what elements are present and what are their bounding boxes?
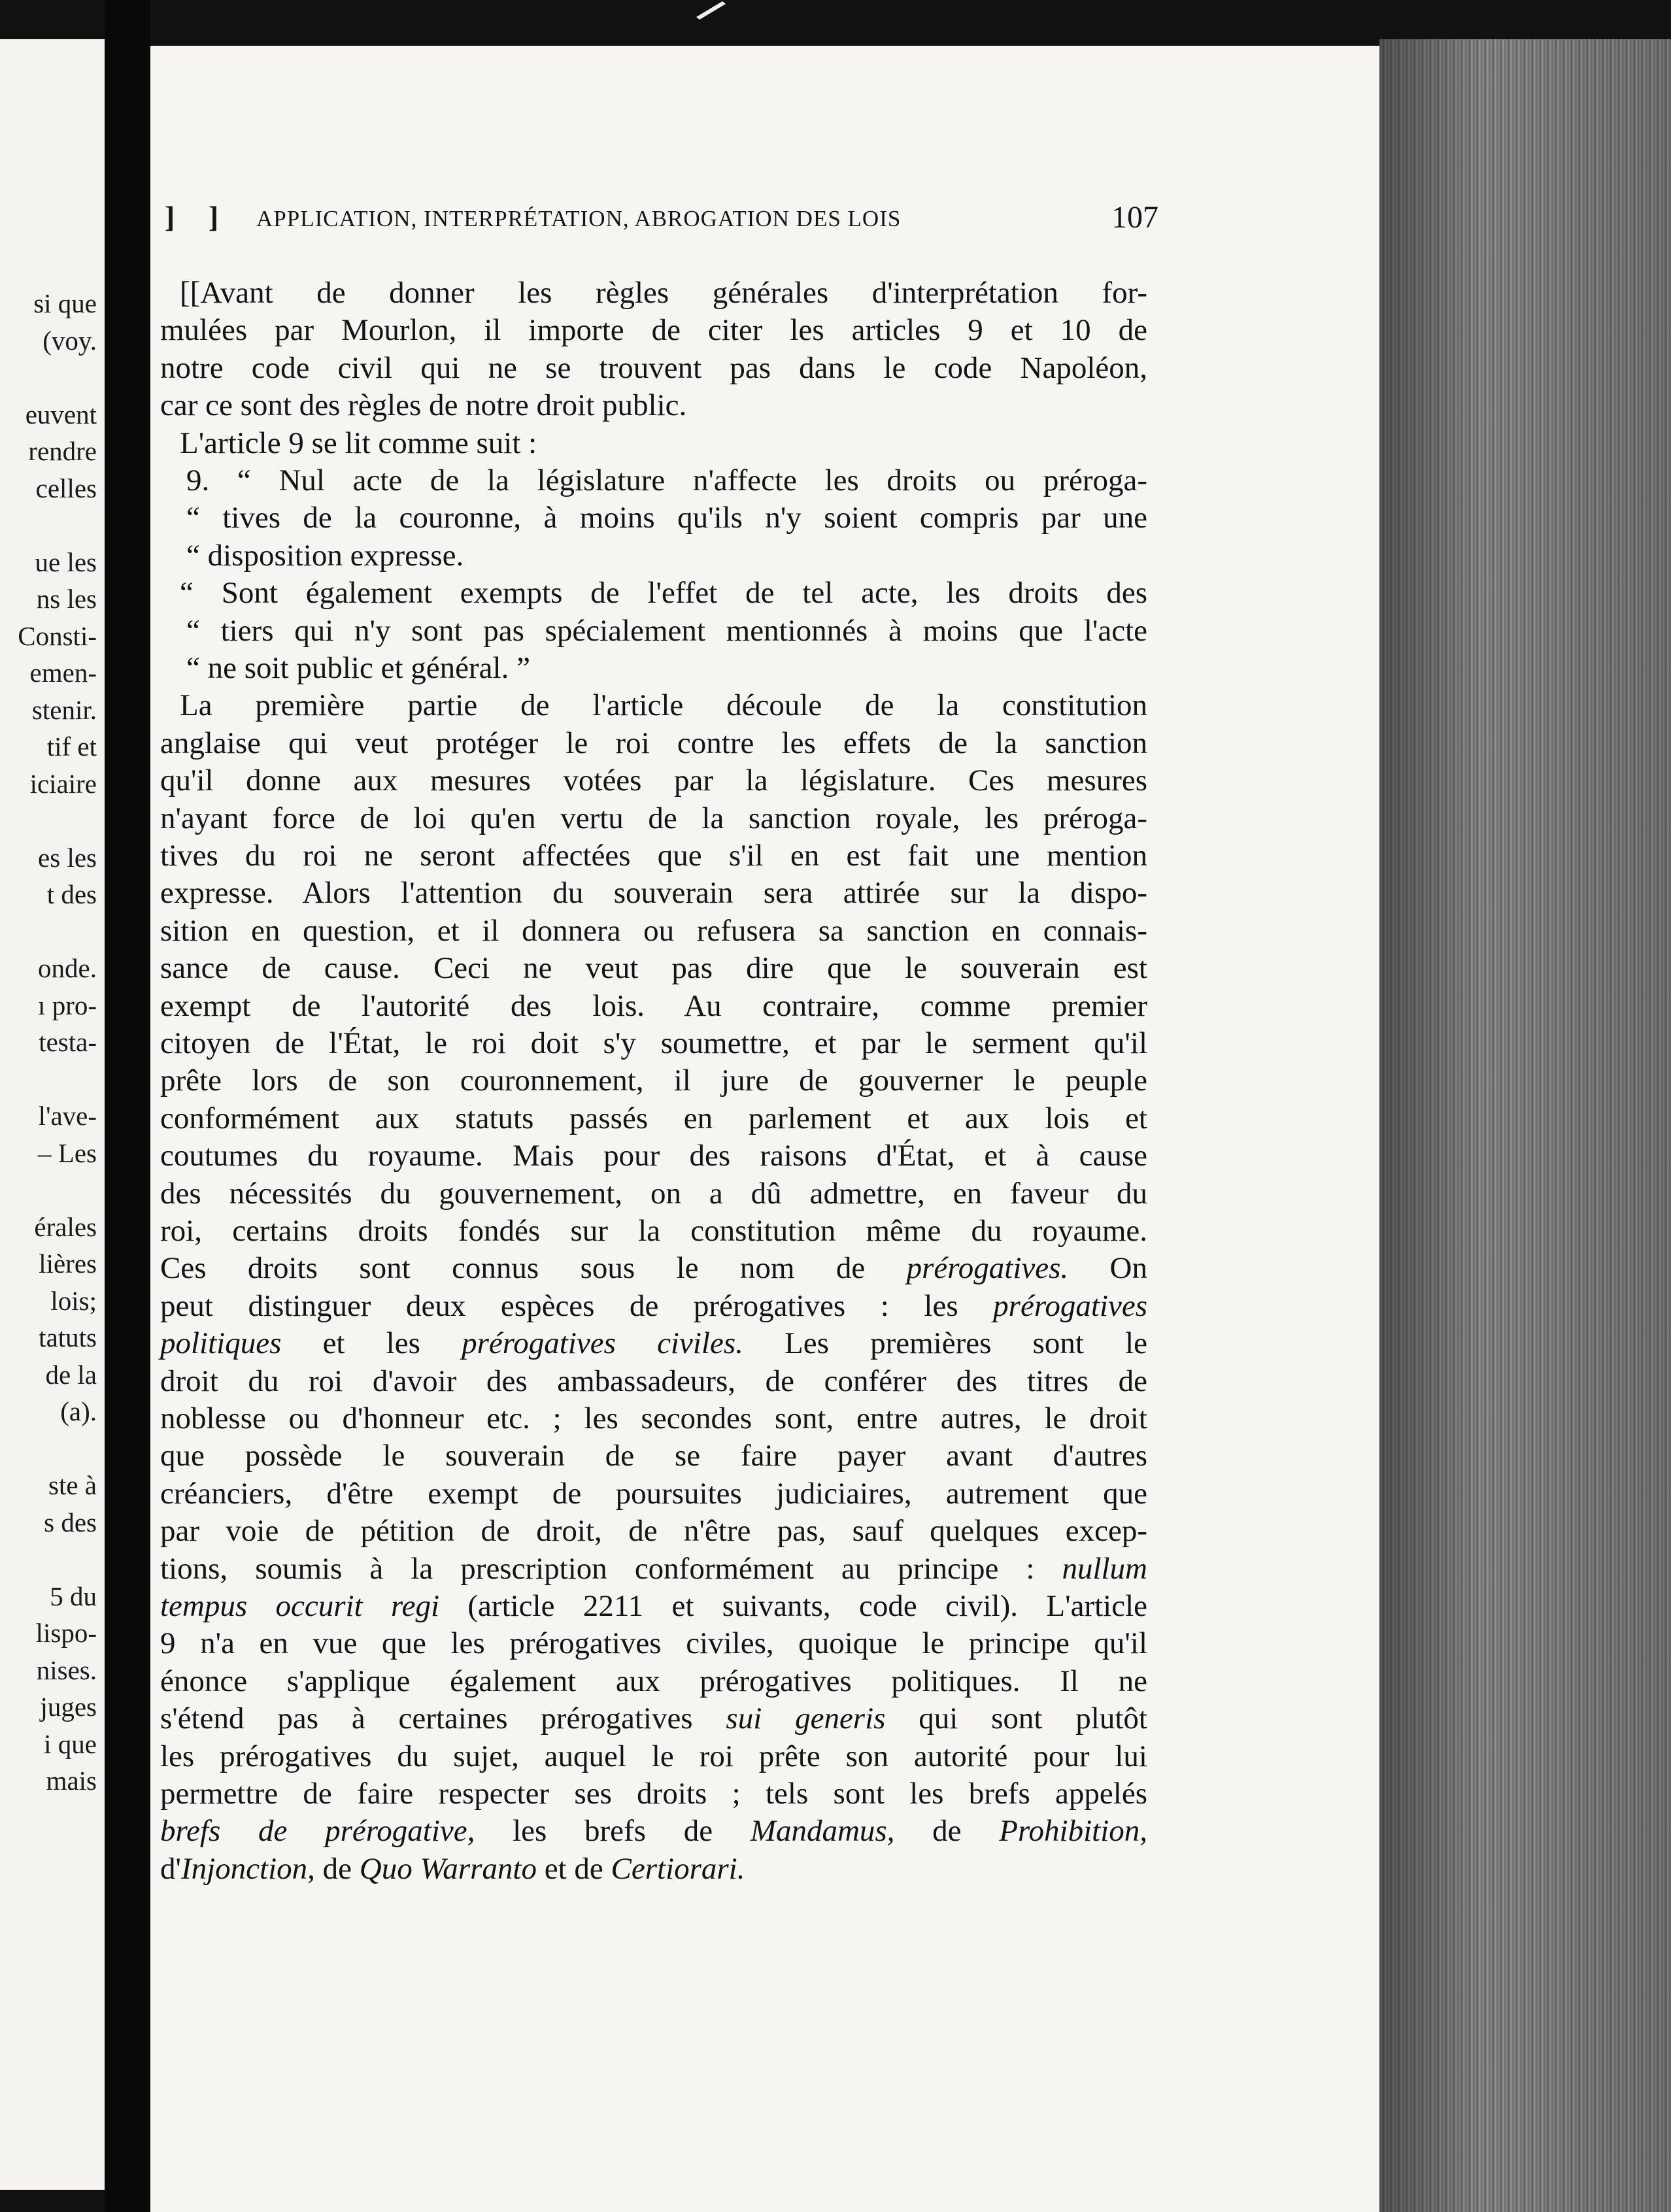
left-page-fragment: euvent (25, 399, 97, 429)
text-line (160, 837, 1147, 874)
text-run: car ce sont des règles de notre droit public. (160, 388, 687, 423)
text-line (160, 762, 1147, 799)
text-line (160, 1062, 1147, 1099)
italic-text: brefs de prérogative, (160, 1814, 475, 1849)
text-line (160, 1813, 1147, 1849)
text-line (160, 1775, 1147, 1812)
text-run: mulées par Mourlon, il importe de citer les articles 9 et 10 de (160, 313, 1147, 348)
text-line (160, 1663, 1147, 1700)
text-line (160, 800, 1147, 837)
text-run: “ disposition expresse. (186, 538, 464, 573)
italic-text: Injonction, (180, 1851, 315, 1886)
header-brackets: ] ] (165, 200, 232, 233)
text-run: de (894, 1814, 1000, 1849)
text-run: permettre de faire respecter ses droits ; tels sont les brefs appelés (160, 1777, 1147, 1811)
text-run: coutumes du royaume. Mais pour des raisons d'État, et à cause (160, 1139, 1147, 1173)
left-page-fragment: – Les (38, 1137, 97, 1168)
text-run: qu'il donne aux mesures votées par la législature. Ces mesures (160, 763, 1147, 798)
scan-mark-icon (686, 0, 739, 26)
text-run: On (1068, 1251, 1147, 1286)
left-page-fragment: t des (46, 879, 97, 909)
text-run: notre code civil qui ne se trouvent pas dans le code Napoléon, (160, 350, 1147, 385)
text-run: sance de cause. Ceci ne veut pas dire que le souverain est (160, 951, 1147, 986)
page-stack-shadow (1379, 39, 1671, 2212)
text-line (160, 913, 1147, 949)
text-line (160, 988, 1147, 1024)
left-page-fragment: l'ave- (38, 1101, 97, 1131)
italic-text: prérogatives civiles. (462, 1326, 743, 1361)
left-page-fragment: si que (33, 288, 97, 318)
text-line (160, 1025, 1147, 1062)
left-page-fragment: tatuts (39, 1322, 97, 1352)
text-line (160, 1475, 1147, 1512)
text-line (160, 312, 1147, 348)
text-line (160, 1363, 1147, 1399)
text-run: La première partie de l'article découle de la constitution (180, 688, 1147, 723)
text-run: “ tives de la couronne, à moins qu'ils n'y soient compris par une (186, 501, 1147, 535)
left-page-fragment: celles (35, 473, 97, 503)
left-page-fragment: juges (40, 1692, 97, 1722)
left-page-fragment: testa- (39, 1027, 97, 1057)
text-run: les brefs de (475, 1814, 751, 1849)
italic-text: Prohibition, (999, 1814, 1147, 1849)
running-header (165, 199, 1158, 239)
text-line (180, 575, 1147, 611)
text-line (180, 425, 1147, 461)
italic-text: Certiorari. (611, 1851, 745, 1886)
text-run: que possède le souverain de se faire payer avant d'autres (160, 1439, 1147, 1473)
text-run: des nécessités du gouvernement, on a dû admettre, en faveur du (160, 1176, 1147, 1211)
italic-text: sui generis (726, 1701, 886, 1736)
text-run: n'ayant force de loi qu'en vertu de la sanction royale, les préroga- (160, 801, 1147, 835)
left-page-fragment: onde. (38, 953, 97, 983)
left-page-fragment: i que (44, 1728, 97, 1759)
text-line (160, 1137, 1147, 1174)
text-run: créanciers, d'être exempt de poursuites judiciaires, autrement que (160, 1476, 1147, 1511)
text-run: [[Avant de donner les règles générales d'interprétation for- (180, 276, 1147, 310)
text-line (160, 1250, 1147, 1286)
text-run: et de (536, 1851, 611, 1886)
left-page-fragment: lispo- (35, 1618, 97, 1648)
text-run: de (314, 1851, 360, 1886)
text-run: roi, certains droits fondés sur la constitution même du royaume. (160, 1214, 1147, 1248)
text-run: citoyen de l'État, le roi doit s'y soumettre, et par le serment qu'il (160, 1026, 1147, 1060)
text-line (160, 725, 1147, 762)
text-run: d' (160, 1851, 181, 1886)
italic-text: nullum (1062, 1551, 1147, 1586)
text-run: conformément aux statuts passés en parlement et aux lois et (160, 1101, 1147, 1135)
italic-text: Quo Warranto (359, 1851, 537, 1886)
text-run: L'article 9 se lit comme suit : (180, 426, 537, 460)
italic-text: tempus occurit regi (160, 1589, 440, 1623)
text-run: les prérogatives du sujet, auquel le roi prête son autorité pour lui (160, 1739, 1147, 1773)
left-facing-page (0, 39, 105, 2190)
left-page-fragment: ue les (35, 546, 97, 577)
text-line (160, 1513, 1147, 1549)
left-page-fragment: Consti- (18, 620, 97, 651)
header-title: APPLICATION, INTERPRÉTATION, ABROGATION DES LOIS (256, 206, 902, 231)
text-run: énonce s'applique également aux prérogatives politiques. Il ne (160, 1664, 1147, 1698)
left-page-fragment: iciaire (29, 768, 97, 799)
text-run: et les (281, 1326, 462, 1361)
left-page-fragment: nises. (36, 1654, 97, 1685)
text-line (160, 1175, 1147, 1212)
text-line (160, 350, 1147, 386)
text-run: “ tiers qui n'y sont pas spécialement mentionnés à moins que l'acte (186, 613, 1147, 648)
text-line (160, 1100, 1147, 1137)
text-line (160, 1738, 1147, 1775)
text-run: exempt de l'autorité des lois. Au contraire, comme premier (160, 988, 1147, 1023)
italic-text: politiques (160, 1326, 282, 1361)
text-run: tions, soumis à la prescription conformément au principe : (160, 1551, 1062, 1586)
text-line (160, 1851, 1147, 1887)
left-page-fragment: rendre (28, 436, 97, 466)
text-run: “ ne soit public et général. ” (186, 651, 530, 685)
italic-text: prérogatives (993, 1288, 1147, 1323)
left-page-fragment: s des (44, 1507, 97, 1537)
text-run: sition en question, et il donnera ou refusera sa sanction en connais- (160, 913, 1147, 948)
left-page-fragment: ns les (36, 584, 97, 614)
left-page-fragment: tif et (46, 731, 97, 762)
left-page-fragment: 5 du (50, 1581, 97, 1611)
text-run: 9 n'a en vue que les prérogatives civiles, quoique le principe qu'il (160, 1626, 1147, 1661)
book-gutter (105, 0, 150, 2212)
text-line (160, 950, 1147, 986)
left-page-fragment: es les (38, 842, 97, 873)
text-run: noblesse ou d'honneur etc. ; les secondes sont, entre autres, le droit (160, 1401, 1147, 1435)
text-line (160, 1400, 1147, 1437)
left-page-fragment: lois; (50, 1285, 97, 1316)
text-run: qui sont plutôt (885, 1701, 1147, 1736)
text-run: (article 2211 et suivants, code civil). L'article (439, 1589, 1147, 1623)
left-page-fragment: lières (39, 1248, 97, 1279)
left-page-fragment: (a). (60, 1396, 97, 1426)
text-run: 9. “ Nul acte de la législature n'affecte les droits ou préroga- (186, 463, 1147, 497)
text-line (180, 687, 1147, 724)
left-page-fragment: ste à (48, 1470, 97, 1500)
text-line (160, 1437, 1147, 1474)
text-run: anglaise qui veut protéger le roi contre les effets de la sanction (160, 726, 1147, 760)
page-number: 107 (1111, 200, 1158, 235)
text-run: par voie de pétition de droit, de n'être pas, sauf quelques excep- (160, 1514, 1147, 1549)
text-run: “ Sont également exempts de l'effet de tel acte, les droits des (180, 576, 1147, 611)
text-line (160, 875, 1147, 911)
left-page-fragment: mais (46, 1766, 97, 1796)
text-run: peut distinguer deux espèces de prérogatives : les (160, 1288, 994, 1323)
text-line (180, 275, 1147, 311)
text-line (160, 1325, 1147, 1362)
italic-text: Mandamus, (750, 1814, 895, 1849)
text-run: prête lors de son couronnement, il jure de gouverner le peuple (160, 1064, 1147, 1098)
text-run: Ces droits sont connus sous le nom de (160, 1251, 907, 1286)
text-line (186, 612, 1147, 649)
left-page-fragment: (voy. (42, 325, 97, 356)
text-run: Les premières sont le (743, 1326, 1148, 1361)
text-line (160, 387, 1147, 424)
text-line (160, 1550, 1147, 1587)
text-line (160, 1588, 1147, 1624)
text-line (186, 462, 1147, 499)
italic-text: prérogatives. (906, 1251, 1069, 1286)
left-page-fragment: emen- (29, 658, 97, 688)
left-page-fragment: de la (45, 1359, 97, 1390)
text-line (160, 1288, 1147, 1324)
text-run: tives du roi ne seront affectées que s'il en est fait une mention (160, 839, 1147, 873)
text-run: droit du roi d'avoir des ambassadeurs, de conférer des titres de (160, 1364, 1147, 1398)
text-line (160, 1700, 1147, 1737)
text-line (186, 650, 1147, 686)
text-line (160, 1213, 1147, 1249)
text-run: s'étend pas à certaines prérogatives (160, 1701, 726, 1736)
left-page-fragment: ı pro- (38, 990, 97, 1020)
left-page-fragment: érales (34, 1211, 97, 1242)
text-line (160, 1625, 1147, 1662)
text-line (186, 499, 1147, 536)
text-line (186, 537, 1147, 574)
text-run: expresse. Alors l'attention du souverain sera attirée sur la dispo- (160, 876, 1147, 911)
left-page-fragment: stenir. (31, 694, 97, 725)
